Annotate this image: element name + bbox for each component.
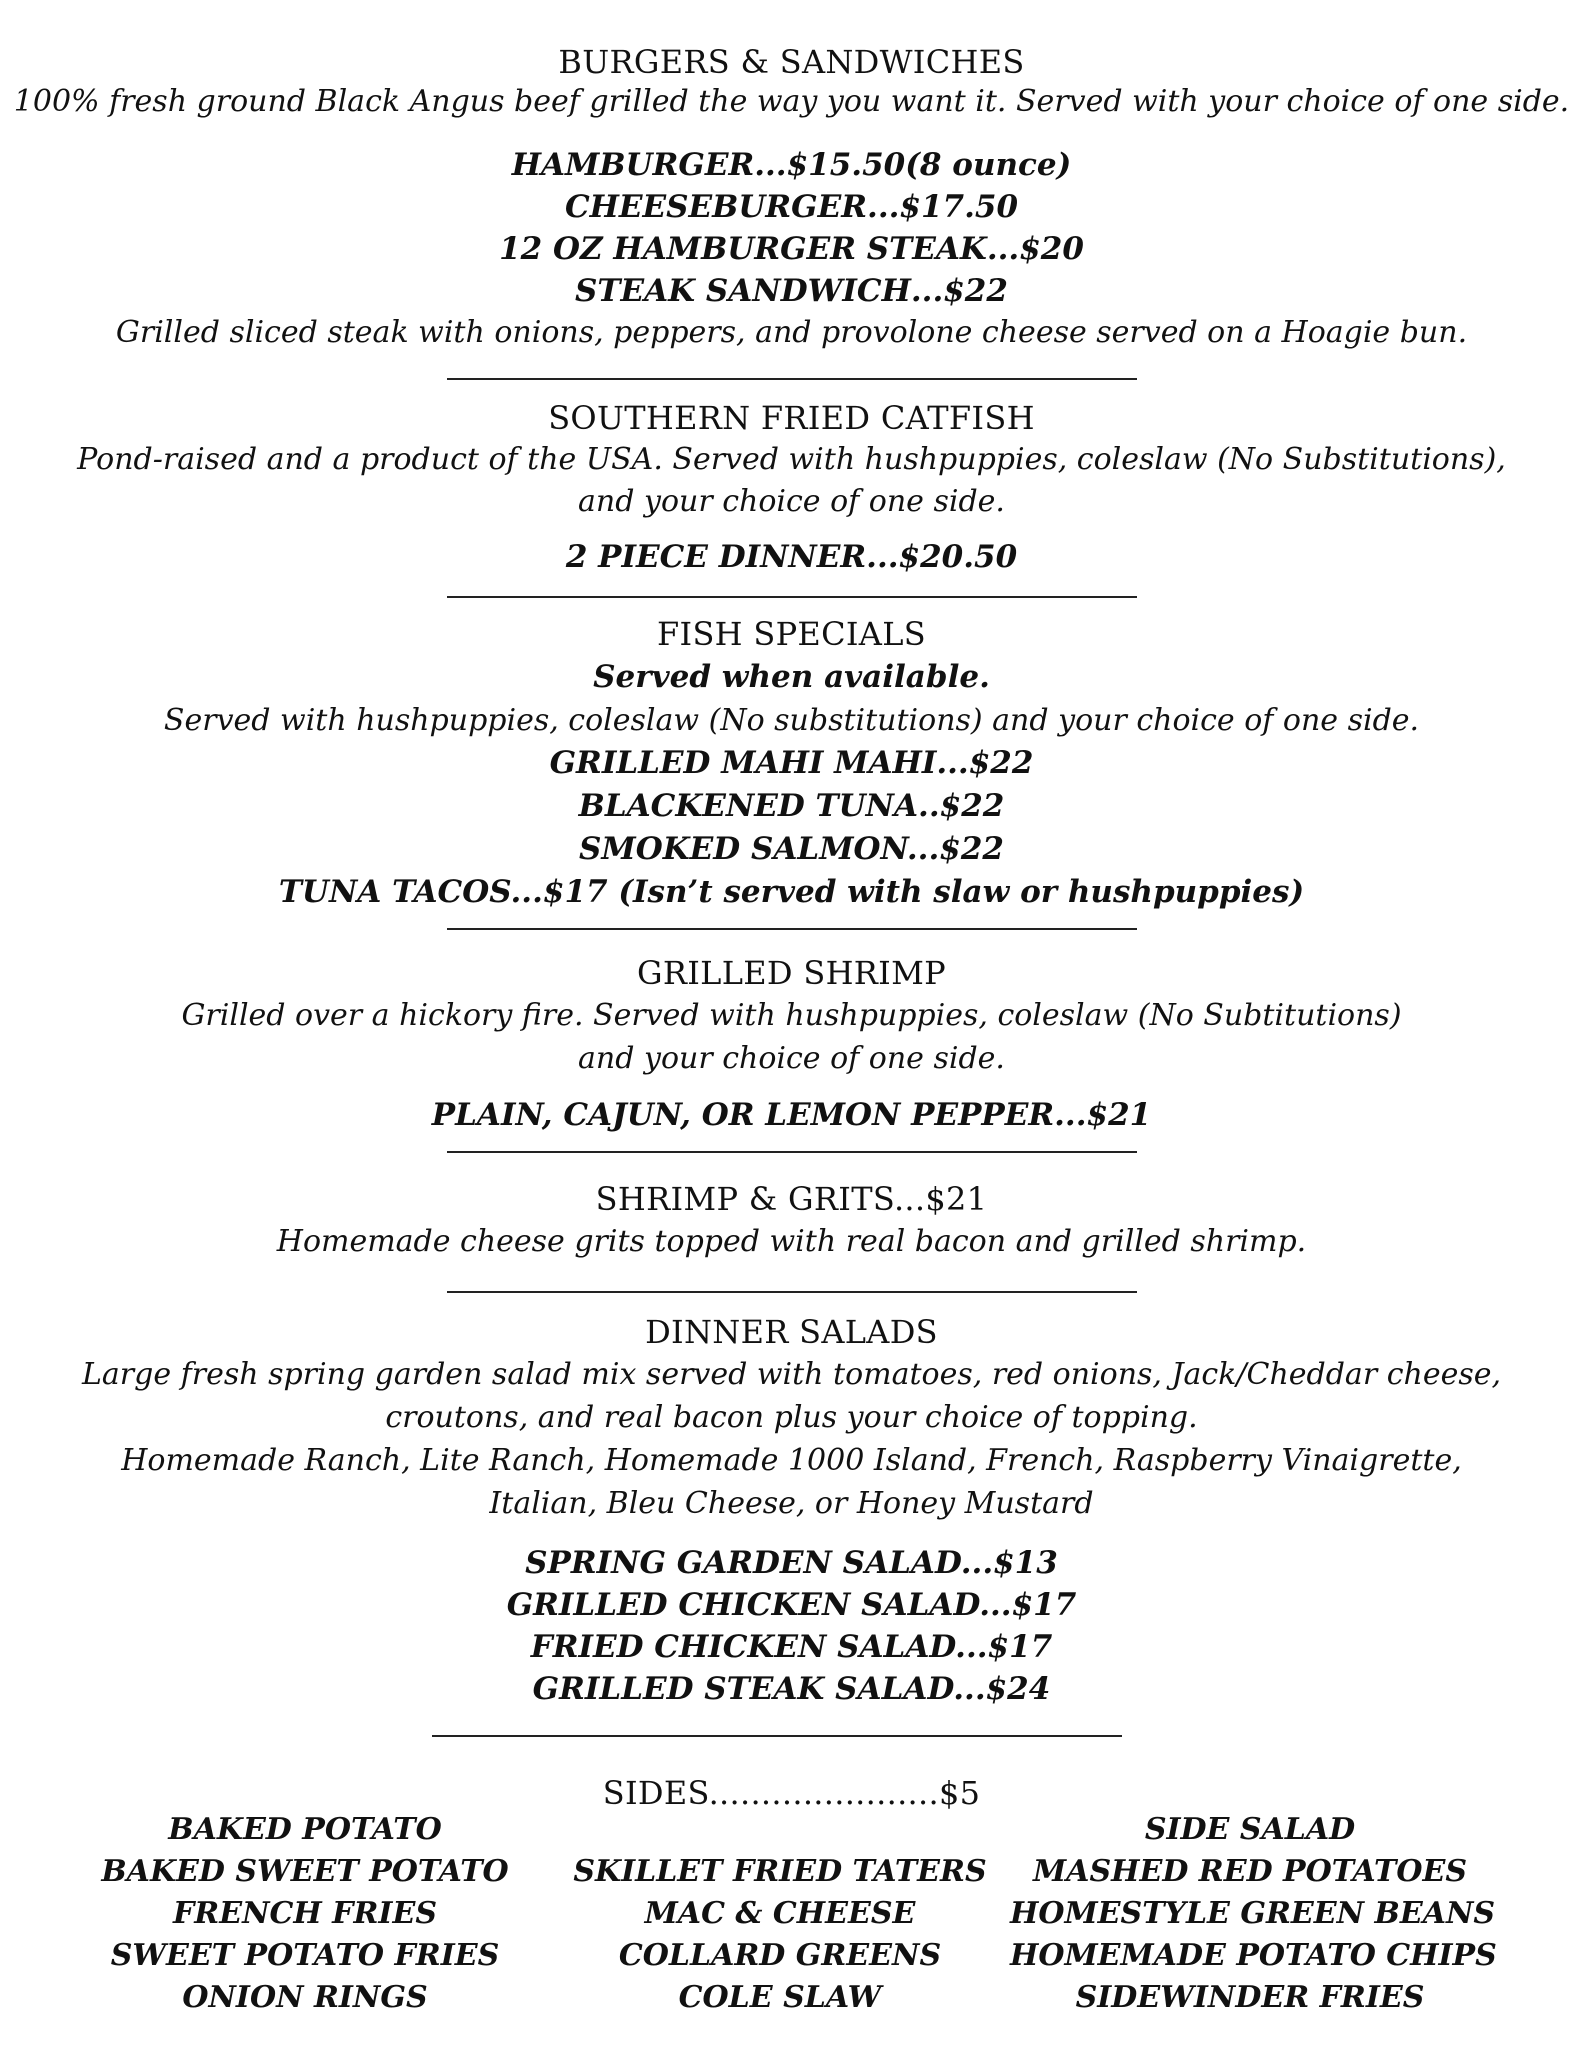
side-item: SIDE SALAD [1144, 1812, 1356, 1847]
menu-item: SPRING GARDEN SALAD...$13 [525, 1545, 1058, 1581]
section-divider [432, 1735, 1122, 1737]
menu-item: BLACKENED TUNA..$22 [578, 788, 1005, 824]
menu-item: SMOKED SALMON...$22 [579, 831, 1004, 867]
catfish-description-line: and your choice of one side. [578, 484, 1005, 519]
menu-item: 2 PIECE DINNER...$20.50 [565, 539, 1018, 575]
burgers-heading: BURGERS & SANDWICHES [558, 43, 1025, 81]
section-divider [447, 378, 1137, 380]
section-divider [447, 1291, 1137, 1293]
side-item: SWEET POTATO FRIES [110, 1938, 500, 1973]
menu-item: HAMBURGER...$15.50(8 ounce) [511, 147, 1072, 183]
side-item: HOMESTYLE GREEN BEANS [1010, 1896, 1496, 1931]
sides-left-column [95, 1809, 515, 2019]
side-item: FRENCH FRIES [173, 1896, 437, 1931]
catfish-heading: SOUTHERN FRIED CATFISH [548, 399, 1035, 437]
catfish-description-line: Pond-raised and a product of the USA. Served with hushpuppies, coleslaw (No Substitutions), [77, 442, 1506, 477]
menu-item: CHEESEBURGER...$17.50 [564, 189, 1019, 225]
menu-item: PLAIN, CAJUN, OR LEMON PEPPER...$21 [431, 1097, 1152, 1133]
dinner-salads-description-line: croutons, and real bacon plus your choice of topping. [385, 1400, 1198, 1435]
side-item: BAKED POTATO [168, 1812, 442, 1847]
side-item: SIDEWINDER FRIES [1075, 1980, 1425, 2015]
side-item: MAC & CHEESE [644, 1896, 916, 1931]
fish-specials-heading: FISH SPECIALS [657, 615, 926, 653]
side-item: MASHED RED POTATOES [1032, 1854, 1468, 1889]
side-item: SKILLET FRIED TATERS [573, 1854, 987, 1889]
sides-right-column [1010, 1809, 1497, 2019]
section-divider [447, 928, 1137, 930]
dinner-salads-description-line: Large fresh spring garden salad mix served with tomatoes, red onions, Jack/Cheddar cheese, [81, 1357, 1502, 1392]
sides-heading: SIDES......................$5 [602, 1774, 981, 1812]
shrimp-grits-description: Homemade cheese grits topped with real bacon and grilled shrimp. [276, 1224, 1307, 1259]
dinner-salads-heading: DINNER SALADS [645, 1313, 938, 1351]
section-divider [447, 1151, 1137, 1153]
menu-item: GRILLED MAHI MAHI...$22 [549, 745, 1034, 781]
menu-item: FRIED CHICKEN SALAD...$17 [530, 1629, 1053, 1665]
grilled-shrimp-description-line: Grilled over a hickory fire. Served with hushpuppies, coleslaw (No Subtitutions) [181, 998, 1402, 1033]
fish-specials-availability: Served when available. [593, 659, 990, 695]
burgers-description: 100% fresh ground Black Angus beef grilled the way you want it. Served with your choice of one side. [13, 84, 1570, 119]
side-item: COLE SLAW [678, 1980, 882, 2015]
menu-item: 12 OZ HAMBURGER STEAK...$20 [499, 231, 1084, 267]
side-item: COLLARD GREENS [618, 1938, 942, 1973]
dinner-salads-dressings-line: Italian, Bleu Cheese, or Honey Mustard [489, 1486, 1094, 1521]
menu-item: GRILLED CHICKEN SALAD...$17 [506, 1587, 1077, 1623]
side-item: BAKED SWEET POTATO [101, 1854, 509, 1889]
side-item: HOMEMADE POTATO CHIPS [1010, 1938, 1497, 1973]
steak-sandwich-note: Grilled sliced steak with onions, peppers, and provolone cheese served on a Hoagie bun. [115, 315, 1468, 350]
section-divider [447, 596, 1137, 598]
side-item: ONION RINGS [182, 1980, 428, 2015]
grilled-shrimp-heading: GRILLED SHRIMP [636, 954, 947, 992]
menu-item: TUNA TACOS...$17 (Isn’t served with slaw or hushpuppies) [278, 874, 1305, 910]
menu-item: GRILLED STEAK SALAD...$24 [532, 1671, 1051, 1707]
menu-item: STEAK SANDWICH...$22 [575, 273, 1008, 309]
fish-specials-description: Served with hushpuppies, coleslaw (No substitutions) and your choice of one side. [163, 703, 1420, 738]
dinner-salads-dressings-line: Homemade Ranch, Lite Ranch, Homemade 1000 Island, French, Raspberry Vinaigrette, [121, 1443, 1462, 1478]
shrimp-grits-heading: SHRIMP & GRITS...$21 [595, 1180, 988, 1218]
sides-middle-column [560, 1851, 1000, 2019]
grilled-shrimp-description-line: and your choice of one side. [578, 1041, 1005, 1076]
